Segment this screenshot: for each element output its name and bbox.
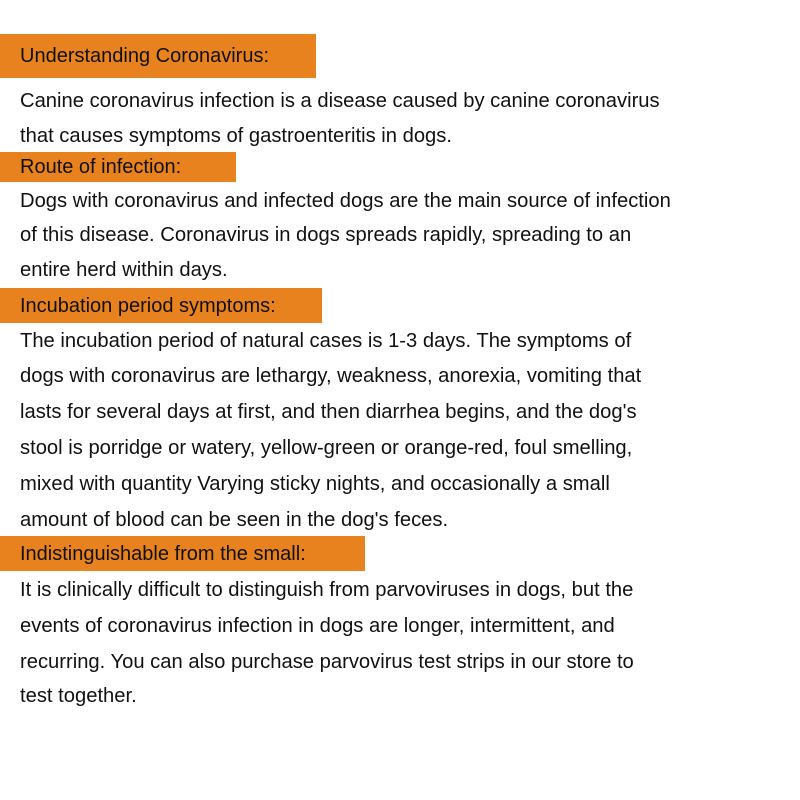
body-line: recurring. You can also purchase parvovirus test strips in our store to (20, 651, 634, 673)
section-heading: Route of infection: (0, 152, 236, 182)
body-line: lasts for several days at first, and then diarrhea begins, and the dog's (20, 401, 637, 423)
section-heading: Indistinguishable from the small: (0, 536, 365, 571)
section-heading: Understanding Coronavirus: (0, 34, 316, 78)
section-heading: Incubation period symptoms: (0, 288, 322, 323)
body-line: Canine coronavirus infection is a disease caused by canine coronavirus (20, 90, 660, 112)
body-line: mixed with quantity Varying sticky nights, and occasionally a small (20, 473, 610, 495)
body-line: amount of blood can be seen in the dog's feces. (20, 509, 449, 531)
body-line: of this disease. Coronavirus in dogs spreads rapidly, spreading to an (20, 224, 632, 246)
body-line: entire herd within days. (20, 259, 228, 281)
body-line: test together. (20, 685, 137, 707)
body-line: It is clinically difficult to distinguish from parvoviruses in dogs, but the (20, 579, 634, 601)
body-line: stool is porridge or watery, yellow-green or orange-red, foul smelling, (20, 437, 633, 459)
body-line: dogs with coronavirus are lethargy, weakness, anorexia, vomiting that (20, 365, 642, 387)
body-line: Dogs with coronavirus and infected dogs are the main source of infection (20, 190, 671, 212)
body-line: The incubation period of natural cases is 1-3 days. The symptoms of (20, 330, 632, 352)
body-line: events of coronavirus infection in dogs are longer, intermittent, and (20, 615, 615, 637)
body-line: that causes symptoms of gastroenteritis in dogs. (20, 125, 452, 147)
